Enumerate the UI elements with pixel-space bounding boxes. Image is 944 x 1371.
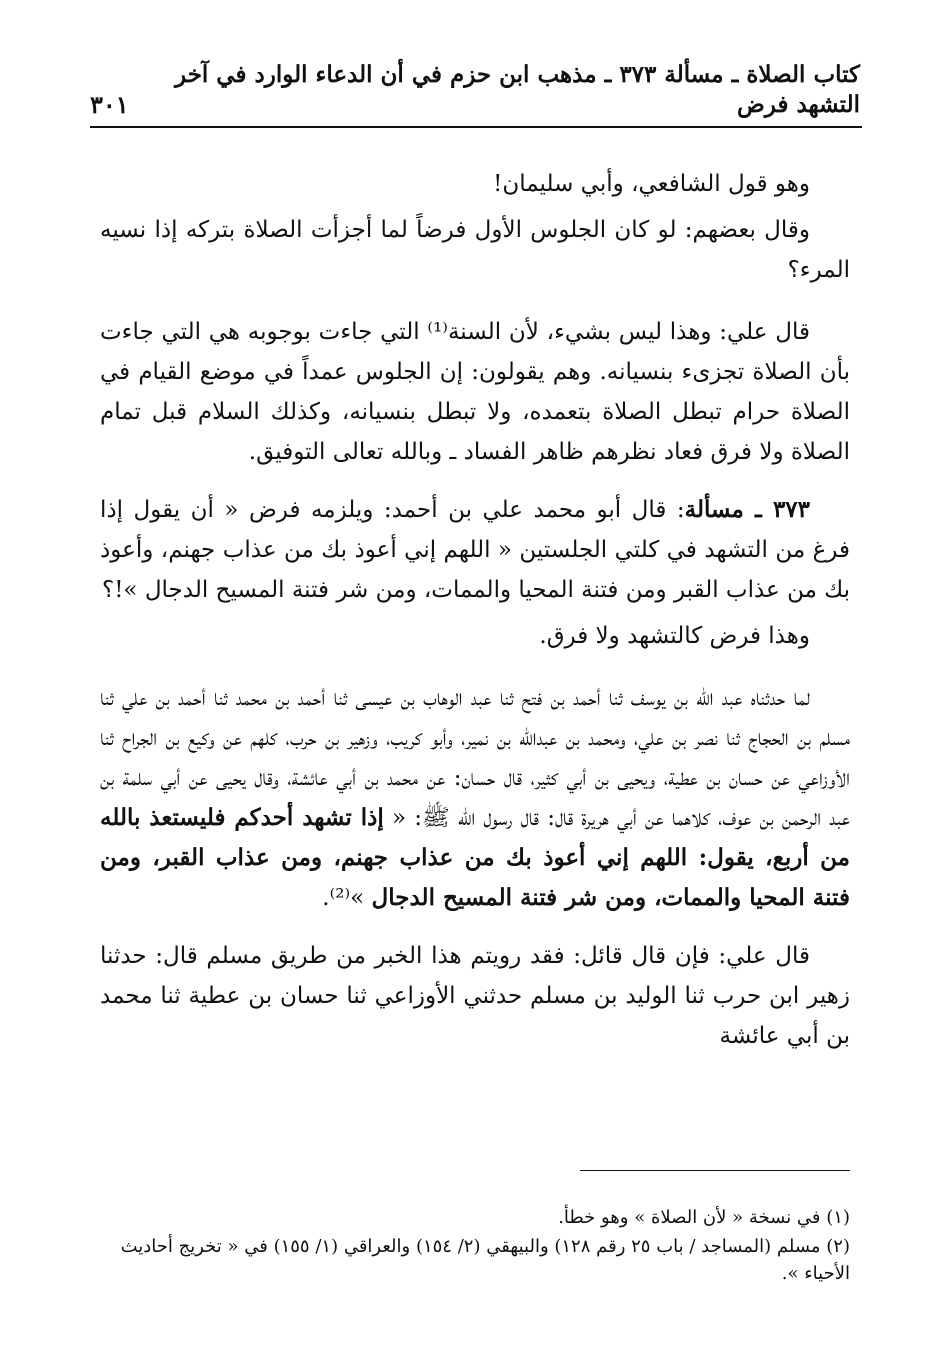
hadith-chain: لما حدثناه عبد الله بن يوسف ثنا أحمد بن فتح ثنا عبد الوهاب بن عيسى ثنا أحمد بن محمد ثنا أحمد بن علي ثنا مسلم بن الحجاج ثنا نصر بن علي، ومحمد بن عبدالله بن نمير، وأبو كريب، وزهير بن حرب، كلهم عن وكيع بن الجراح ثنا الأوزاعي عن حسان بن عطية، ويحيى بن أبي كثير، قال حسان: عن محمد بن أبي عائشة، وقال يحيى عن أبي سلمة بن عبد الرحمن بن عوف، كلاهما عن أبي هريرة قال: قال رسول الله ﷺ: «	[100, 685, 851, 831]
issue-label: ٣٧٣ ـ مسألة	[684, 496, 810, 523]
footnote-divider	[580, 1170, 850, 1171]
footnotes	[100, 1204, 850, 1289]
hadith-text: إذا تشهد أحدكم فليستعذ بالله من أربع، يقول: اللهم إني أعوذ بك من عذاب جهنم، ومن عذاب القبر، ومن فتنة المحيا والممات، ومن شر فتنة المسيح الدجال	[100, 804, 850, 911]
main-text	[100, 164, 850, 1056]
chapter-title: كتاب الصلاة ـ مسألة ٣٧٣ ـ مذهب ابن حزم في أن الدعاء الوارد في آخر التشهد فرض	[175, 61, 860, 118]
paragraph-6	[100, 678, 850, 918]
footnote-1: (١) في نسخة « لأن الصلاة » وهو خطأ.	[558, 1207, 850, 1228]
page-number: ٣٠١	[90, 90, 129, 119]
paragraph-3: قال علي: وهذا ليس بشيء، لأن السنة⁽¹⁾ التي جاءت بوجوبه هي التي جاءت بأن الصلاة تجزىء بنسيانه. وهم يقولون: إن الجلوس عمداً في موضع القيام في الصلاة حرام تبطل الصلاة بتعمده، ولا تبطل بنسيانه، وكذلك السلام قبل تمام الصلاة ولا فرق فعاد نظرهم ظاهر الفساد ـ وبالله تعالى التوفيق.	[100, 319, 850, 465]
header-divider	[90, 126, 862, 128]
issue-text: : قال أبو محمد علي بن أحمد: ويلزمه فرض « أن يقول إذا فرغ من التشهد في كلتي الجلستين « اللهم إني أعوذ بك من عذاب جهنم، وأعوذ بك من عذاب القبر ومن فتنة المحيا والممات، ومن شر فتنة المسيح الدجال »!؟	[100, 497, 850, 603]
paragraph-7: قال علي: فإن قال قائل: فقد رويتم هذا الخبر من طريق مسلم قال: حدثنا زهير ابن حرب ثنا الوليد بن مسلم حدثني الأوزاعي ثنا حسان بن عطية ثنا محمد بن أبي عائشة	[100, 943, 850, 1049]
paragraph-5: وهذا فرض كالتشهد ولا فرق.	[539, 623, 810, 649]
footnote-2: (٢) مسلم (المساجد / باب ٢٥ رقم ١٢٨) والبيهقي (٢/ ١٥٤) والعراقي (١/ ١٥٥) في « تخريج أحاديث الأحياء ».	[120, 1236, 850, 1284]
paragraph-2: وقال بعضهم: لو كان الجلوس الأول فرضاً لما أجزأت الصلاة بتركه إذا نسيه المرء؟	[100, 217, 850, 283]
running-header	[90, 61, 860, 120]
hadith-tail: »⁽²⁾.	[322, 885, 372, 911]
paragraph-4	[100, 490, 850, 610]
paragraph-1: وهو قول الشافعي، وأبي سليمان!	[493, 171, 810, 197]
